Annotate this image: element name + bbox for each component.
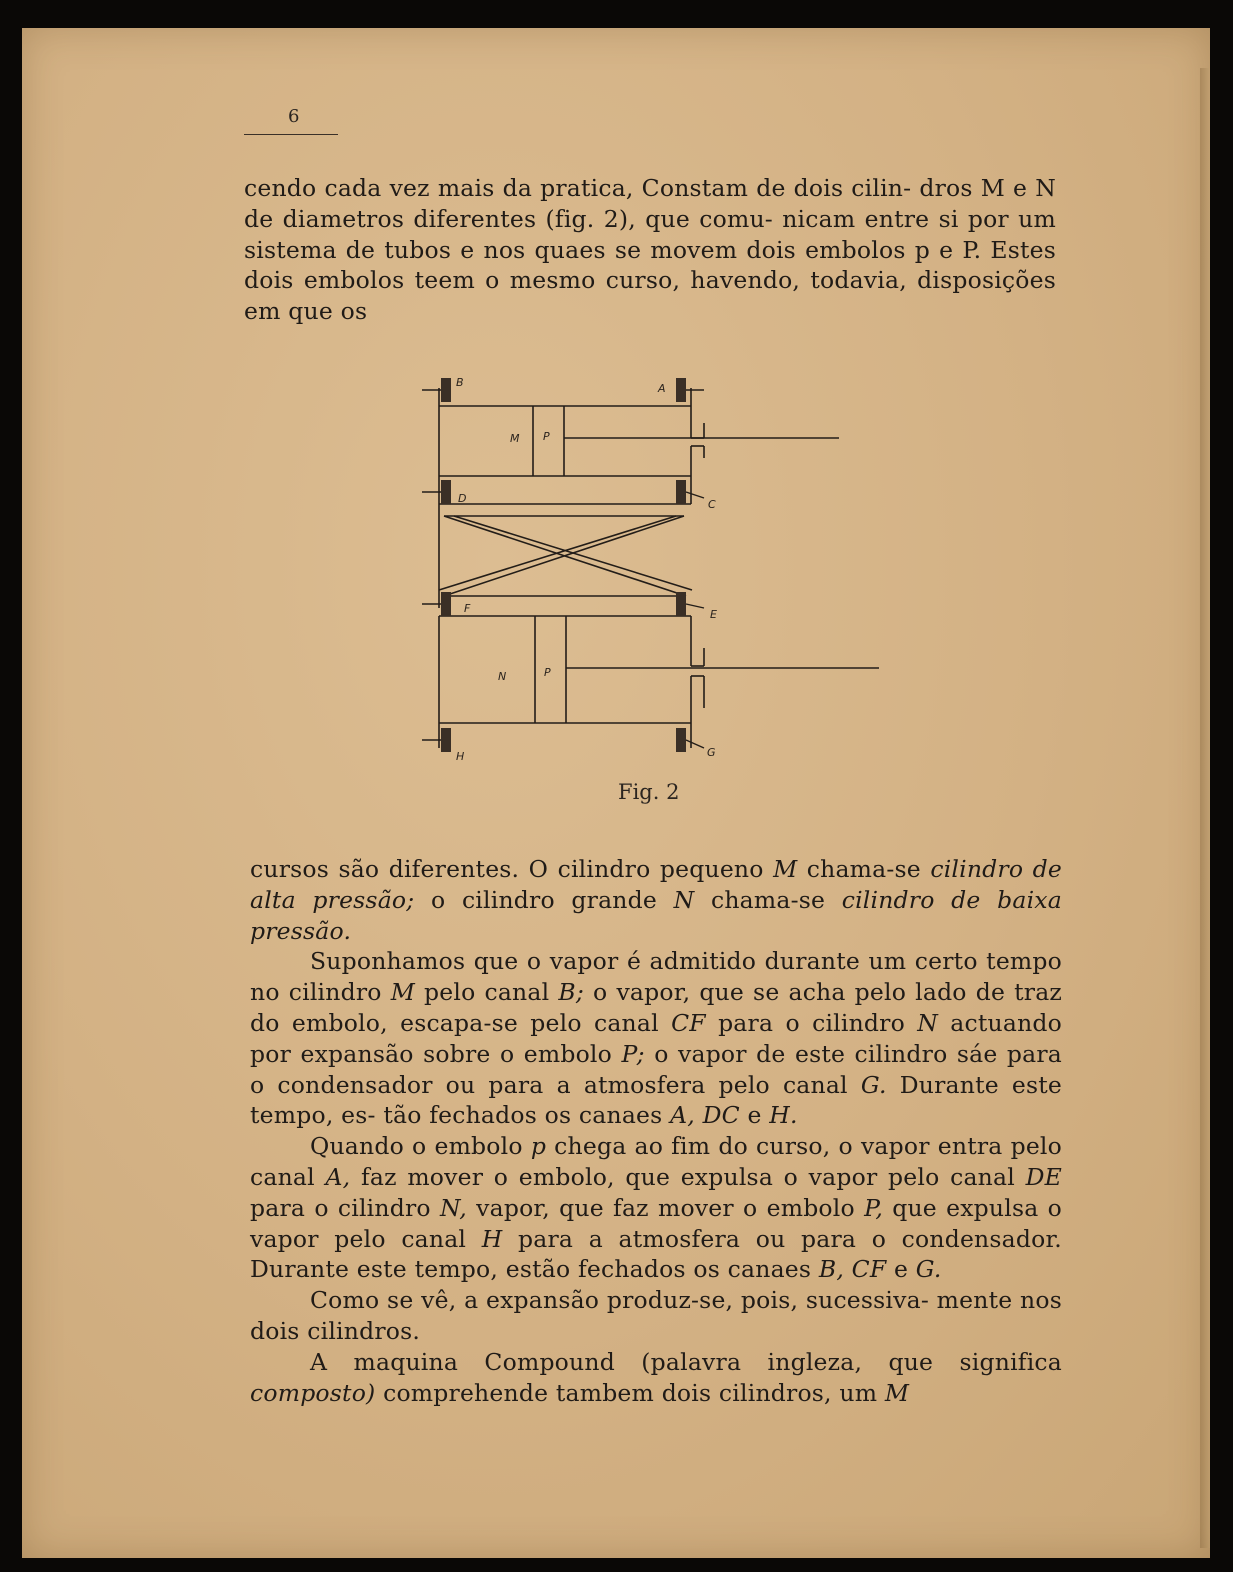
paragraph-3: Quando o embolo p chega ao fim do curso, o vapor entra pelo canal A, faz mover o embolo, que expulsa o vapor pelo canal DE para o cilindro N, vapor, que faz mover o embolo P, que expulsa o vapor pelo canal H para a atmosfera ou para o condensador. Durante este tempo, estão fechados os canaes B, CF e G. xyxy=(250,1132,1063,1284)
port-f-block xyxy=(441,592,451,616)
label-p-small: P xyxy=(543,430,550,443)
label-h: H xyxy=(456,750,465,763)
top-text-block xyxy=(244,173,1056,327)
page-fold xyxy=(1200,68,1210,1548)
book-page xyxy=(22,28,1210,1558)
paragraph-2: Suponhamos que o vapor é admitido durante um certo tempo no cilindro M pelo canal B; o vapor, que se acha pelo lado de traz do embolo, escapa-se pelo canal CF para o cilindro N actuando por expansão sobre o embolo P; o vapor de este cilindro sáe para o condensador ou para a atmosfera pelo canal G. Durante este tempo, es- tão fechados os canaes A, DC e H. xyxy=(250,947,1062,1130)
header-rule xyxy=(244,134,338,135)
label-p-large: P xyxy=(544,666,551,679)
label-g: G xyxy=(707,746,716,759)
page-number: 6 xyxy=(288,106,300,127)
label-m: M xyxy=(510,432,520,445)
label-c: C xyxy=(708,498,716,511)
port-b-block xyxy=(441,378,451,402)
port-e-block xyxy=(676,592,686,616)
label-a: A xyxy=(658,382,666,395)
paragraph-4: Como se vê, a expansão produz-se, pois, sucessiva- mente nos dois cilindros. xyxy=(250,1286,1062,1345)
port-a-block xyxy=(676,378,686,402)
label-f: F xyxy=(464,602,471,615)
port-c-block xyxy=(676,480,686,504)
port-h-block xyxy=(441,728,451,752)
paragraph-1: cursos são diferentes. O cilindro pequeno M chama-se cilindro de alta pressão; o cilindro grande N chama-se cilindro de baixa pressão. xyxy=(250,855,1062,945)
label-e: E xyxy=(710,608,717,621)
paragraph-5: A maquina Compound (palavra ingleza, que significa composto) comprehende tambem dois cilindros, um M xyxy=(250,1347,1062,1407)
diagram-svg xyxy=(414,368,884,768)
label-b: B xyxy=(456,376,464,389)
label-d: D xyxy=(458,492,467,505)
label-n: N xyxy=(498,670,507,683)
paragraph-top: cendo cada vez mais da pratica, Constam de dois cilin- dros M e N de diametros diferentes (fig. 2), que comu- nicam entre si por um sistema de tubos e nos quaes se movem dois embolos p e P. Estes dois embolos teem o mesmo curso, havendo, todavia, disposições em que os xyxy=(244,174,1056,326)
figure-caption: Fig. 2 xyxy=(618,780,680,804)
port-g-block xyxy=(676,728,686,752)
port-d-block xyxy=(441,480,451,504)
bottom-text-block xyxy=(250,854,1062,1408)
figure-compound-engine-diagram xyxy=(414,368,884,768)
